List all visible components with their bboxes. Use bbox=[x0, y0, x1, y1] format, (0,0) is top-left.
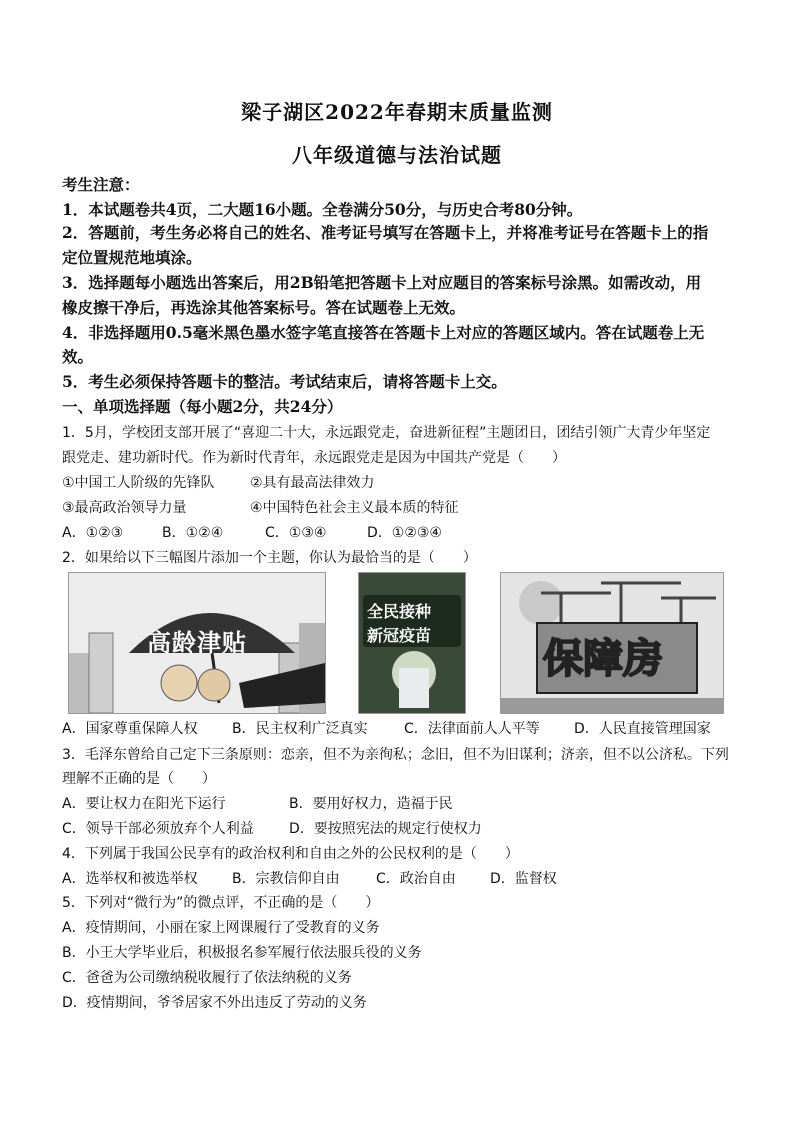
notice-item-2-cont: 定位置规范地填涂。 bbox=[62, 248, 202, 267]
elderly-allowance-image bbox=[68, 572, 326, 714]
q2-stem: 2．如果给以下三幅图片添加一个主题，你认为最恰当的是（ ） bbox=[62, 550, 477, 566]
q2-choice-c: C．法律面前人人平等 bbox=[404, 721, 540, 737]
image2-caption-line1: 全民接种 bbox=[367, 602, 432, 621]
notice-item-2: 2．答题前，考生务必将自己的姓名、准考证号填写在答题卡上，并将准考证号在答题卡上的指 bbox=[62, 223, 709, 242]
q4-choice-b: B．宗教信仰自由 bbox=[232, 871, 340, 887]
q2-choice-a: A．国家尊重保障人权 bbox=[62, 721, 198, 737]
q5-choice-c: C．爸爸为公司缴纳税收履行了依法纳税的义务 bbox=[62, 970, 352, 986]
q2-choice-d: D．人民直接管理国家 bbox=[574, 721, 711, 737]
q1-choice-b: B．①②④ bbox=[162, 525, 224, 541]
notice-item-4-cont: 效。 bbox=[62, 347, 94, 366]
notice-label: 考生注意： bbox=[62, 175, 140, 194]
q3-line2: 理解不正确的是（ ） bbox=[62, 771, 216, 787]
q1-opt3: ③最高政治领导力量 bbox=[62, 500, 187, 516]
exam-subtitle: 八年级道德与法治试题 bbox=[292, 143, 502, 167]
q1-line1: 1．5月，学校团支部开展了“喜迎二十大，永远跟党走，奋进新征程”主题团日，团结引领广大青少年坚定 bbox=[62, 425, 711, 441]
notice-item-5: 5．考生必须保持答题卡的整洁。考试结束后，请将答题卡上交。 bbox=[62, 372, 507, 391]
notice-item-3: 3．选择题每小题选出答案后，用2B铅笔把答题卡上对应题目的答案标号涂黑。如需改动，用 bbox=[62, 273, 702, 292]
image1-caption: 高龄津贴 bbox=[147, 629, 247, 657]
q3-choice-d: D．要按照宪法的规定行使权力 bbox=[289, 821, 482, 837]
q4-stem: 4．下列属于我国公民享有的政治权利和自由之外的公民权利的是（ ） bbox=[62, 846, 519, 862]
q5-stem: 5．下列对“微行为”的微点评，不正确的是（ ） bbox=[62, 895, 380, 911]
q5-choice-b: B．小王大学毕业后，积极报名参军履行依法服兵役的义务 bbox=[62, 945, 422, 961]
image3-caption: 保障房 bbox=[543, 636, 663, 682]
notice-item-1: 1．本试题卷共4页，二大题16小题。全卷满分50分，与历史合考80分钟。 bbox=[62, 200, 583, 219]
notice-item-4: 4．非选择题用0.5毫米黑色墨水签字笔直接答在答题卡上对应的答题区域内。答在试题卷上无 bbox=[62, 323, 705, 342]
q4-choice-d: D．监督权 bbox=[490, 871, 557, 887]
q3-choice-c: C．领导干部必须放弃个人利益 bbox=[62, 821, 254, 837]
q1-opt4: ④中国特色社会主义最本质的特征 bbox=[250, 500, 459, 516]
section-heading: 一、单项选择题（每小题2分，共24分） bbox=[62, 397, 343, 416]
q1-opt2: ②具有最高法律效力 bbox=[250, 475, 375, 491]
q5-choice-a: A．疫情期间，小丽在家上网课履行了受教育的义务 bbox=[62, 920, 380, 936]
image2-caption-line2: 新冠疫苗 bbox=[367, 626, 432, 645]
q1-choice-a: A．①②③ bbox=[62, 525, 124, 541]
q1-choice-d: D．①②③④ bbox=[367, 525, 442, 541]
q1-line2: 跟党走、建功新时代。作为新时代青年，永远跟党走是因为中国共产党是（ ） bbox=[62, 450, 566, 466]
affordable-housing-image bbox=[500, 572, 724, 714]
q1-opt1: ①中国工人阶级的先锋队 bbox=[62, 475, 215, 491]
q2-choice-b: B．民主权利广泛真实 bbox=[232, 721, 368, 737]
notice-item-3-cont: 橡皮擦干净后，再选涂其他答案标号。答在试题卷上无效。 bbox=[62, 298, 466, 317]
q4-choice-a: A．选举权和被选举权 bbox=[62, 871, 198, 887]
q1-choice-c: C．①③④ bbox=[265, 525, 327, 541]
q3-choice-b: B．要用好权力，造福于民 bbox=[289, 796, 453, 812]
q4-choice-c: C．政治自由 bbox=[376, 871, 456, 887]
q3-line1: 3．毛泽东曾给自己定下三条原则：恋亲，但不为亲徇私；念旧，但不为旧谋利；济亲，但不以公济私。下列 bbox=[62, 747, 729, 763]
vaccine-poster-image bbox=[358, 572, 466, 714]
exam-title: 梁子湖区2022年春期末质量监测 bbox=[241, 100, 553, 124]
q5-choice-d: D．疫情期间，爷爷居家不外出违反了劳动的义务 bbox=[62, 995, 367, 1011]
q3-choice-a: A．要让权力在阳光下运行 bbox=[62, 796, 226, 812]
